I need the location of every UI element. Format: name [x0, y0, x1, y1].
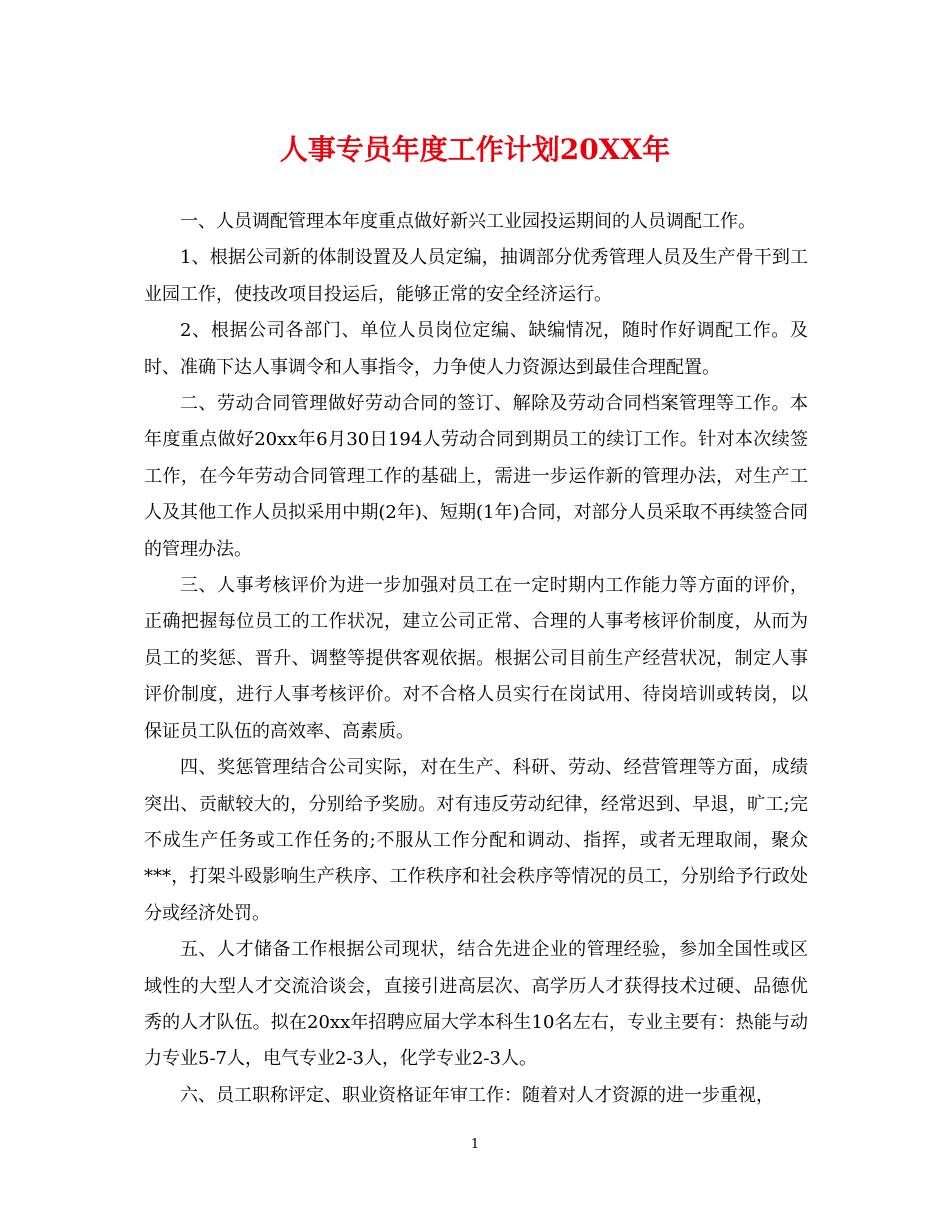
document-title: 人事专员年度工作计划20XX年: [279, 133, 671, 166]
paragraph: 六、员工职称评定、职业资格证年审工作：随着对人才资源的进一步重视，: [180, 1084, 774, 1106]
paragraph: 五、人才储备工作根据公司现状，结合先进企业的管理经验，参加全国性或区域性的大型人才交流洽谈会，直接引进高层次、高学历人才获得技术过硬、品德优秀的人才队伍。拟在20xx年招聘应届大学本科生10名左右，专业主要有：热能与动力专业5-7人，电气专业2-3人，化学专业2-3人。: [144, 939, 808, 1070]
paragraph: 1、根据公司新的体制设置及人员定编，抽调部分优秀管理人员及生产骨干到工业园工作，使技改项目投运后，能够正常的安全经济运行。: [144, 247, 808, 305]
paragraph: 四、奖惩管理结合公司实际，对在生产、科研、劳动、经营管理等方面，成绩突出、贡献较大的，分别给予奖励。对有违反劳动纪律，经常迟到、早退，旷工;完不成生产任务或工作任务的;不服从工作分配和调动、指挥，或者无理取闹，聚众***，打架斗殴影响生产秩序、工作秩序和社会秩序等情况的员工，分别给予行政处分或经济处罚。: [144, 757, 808, 924]
paragraph: 一、人员调配管理本年度重点做好新兴工业园投运期间的人员调配工作。: [180, 211, 756, 232]
paragraph: 2、根据公司各部门、单位人员岗位定编、缺编情况，随时作好调配工作。及时、准确下达人事调令和人事指令，力争使人力资源达到最佳合理配置。: [144, 320, 808, 378]
paragraph: 三、人事考核评价为进一步加强对员工在一定时期内工作能力等方面的评价，正确把握每位员工的工作状况，建立公司正常、合理的人事考核评价制度，从而为员工的奖惩、晋升、调整等提供客观依据。根据公司目前生产经营状况，制定人事评价制度，进行人事考核评价。对不合格人员实行在岗试用、待岗培训或转岗，以保证员工队伍的高效率、高素质。: [144, 575, 808, 742]
document-body: [144, 204, 808, 1114]
page-number: 1: [470, 1137, 480, 1152]
paragraph: 二、劳动合同管理做好劳动合同的签订、解除及劳动合同档案管理等工作。本年度重点做好20xx年6月30日194人劳动合同到期员工的续订工作。针对本次续签工作，在今年劳动合同管理工作的基础上，需进一步运作新的管理办法，对生产工人及其他工作人员拟采用中期(2年)、短期(1年)合同，对部分人员采取不再续签合同的管理办法。: [144, 393, 808, 560]
